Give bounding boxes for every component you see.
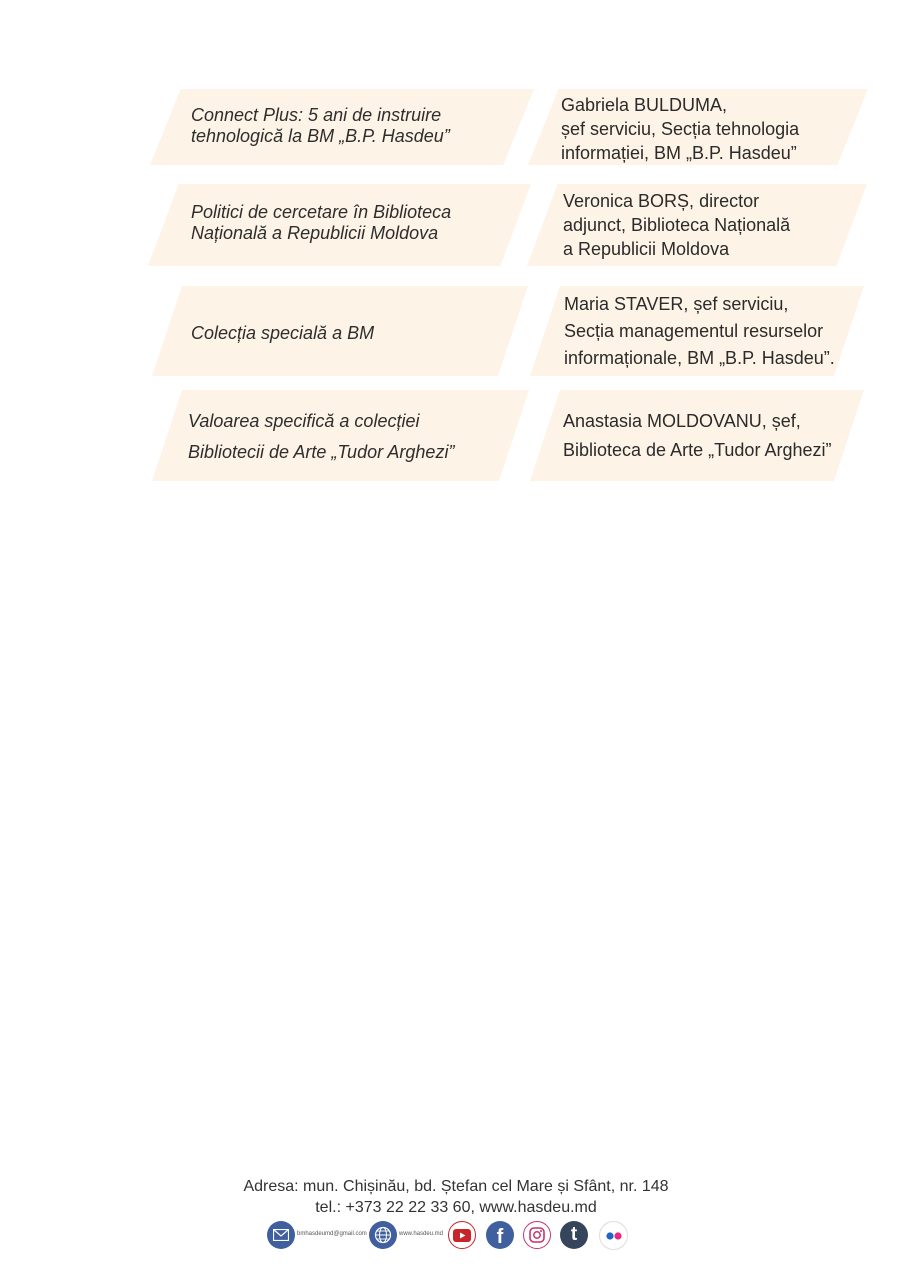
speaker: Veronica BORȘ, director adjunct, Biblioteca Națională a Republicii Moldova xyxy=(563,191,791,259)
youtube-icon[interactable] xyxy=(448,1221,476,1249)
flickr-icon[interactable] xyxy=(599,1221,628,1250)
email-icon[interactable] xyxy=(267,1221,295,1249)
event-title: Valoarea specifică a colecției Bibliotecii de Arte „Tudor Arghezi” xyxy=(188,411,455,462)
speaker: Anastasia MOLDOVANU, șef, Biblioteca de Arte „Tudor Arghezi” xyxy=(563,411,832,460)
event-title: Connect Plus: 5 ani de instruire tehnologică la BM „B.P. Hasdeu” xyxy=(191,105,450,146)
email-link[interactable]: bmhasdeumd@gmail.com xyxy=(297,1231,367,1237)
event-title: Politici de cercetare în Biblioteca Națională a Republicii Moldova xyxy=(191,202,452,243)
speaker: Gabriela BULDUMA, șef serviciu, Secția tehnologia informației, BM „B.P. Hasdeu” xyxy=(561,95,800,163)
social-icons xyxy=(266,1221,646,1253)
instagram-icon[interactable] xyxy=(523,1221,551,1249)
website-link[interactable]: www.hasdeu.md xyxy=(399,1231,444,1237)
tumblr-icon[interactable]: t xyxy=(560,1221,588,1249)
contact-line: tel.: +373 22 22 33 60, www.hasdeu.md xyxy=(315,1199,597,1216)
event-title: Colecția specială a BM xyxy=(191,323,375,343)
address: Adresa: mun. Chișinău, bd. Ștefan cel Mare și Sfânt, nr. 148 xyxy=(243,1178,669,1195)
speaker: Maria STAVER, șef serviciu, Secția managementul resurselor informaționale, BM „B.P. Hasdeu”. xyxy=(564,294,835,368)
footer xyxy=(0,1176,912,1218)
facebook-icon[interactable]: f xyxy=(486,1221,514,1249)
globe-icon[interactable] xyxy=(369,1221,397,1249)
